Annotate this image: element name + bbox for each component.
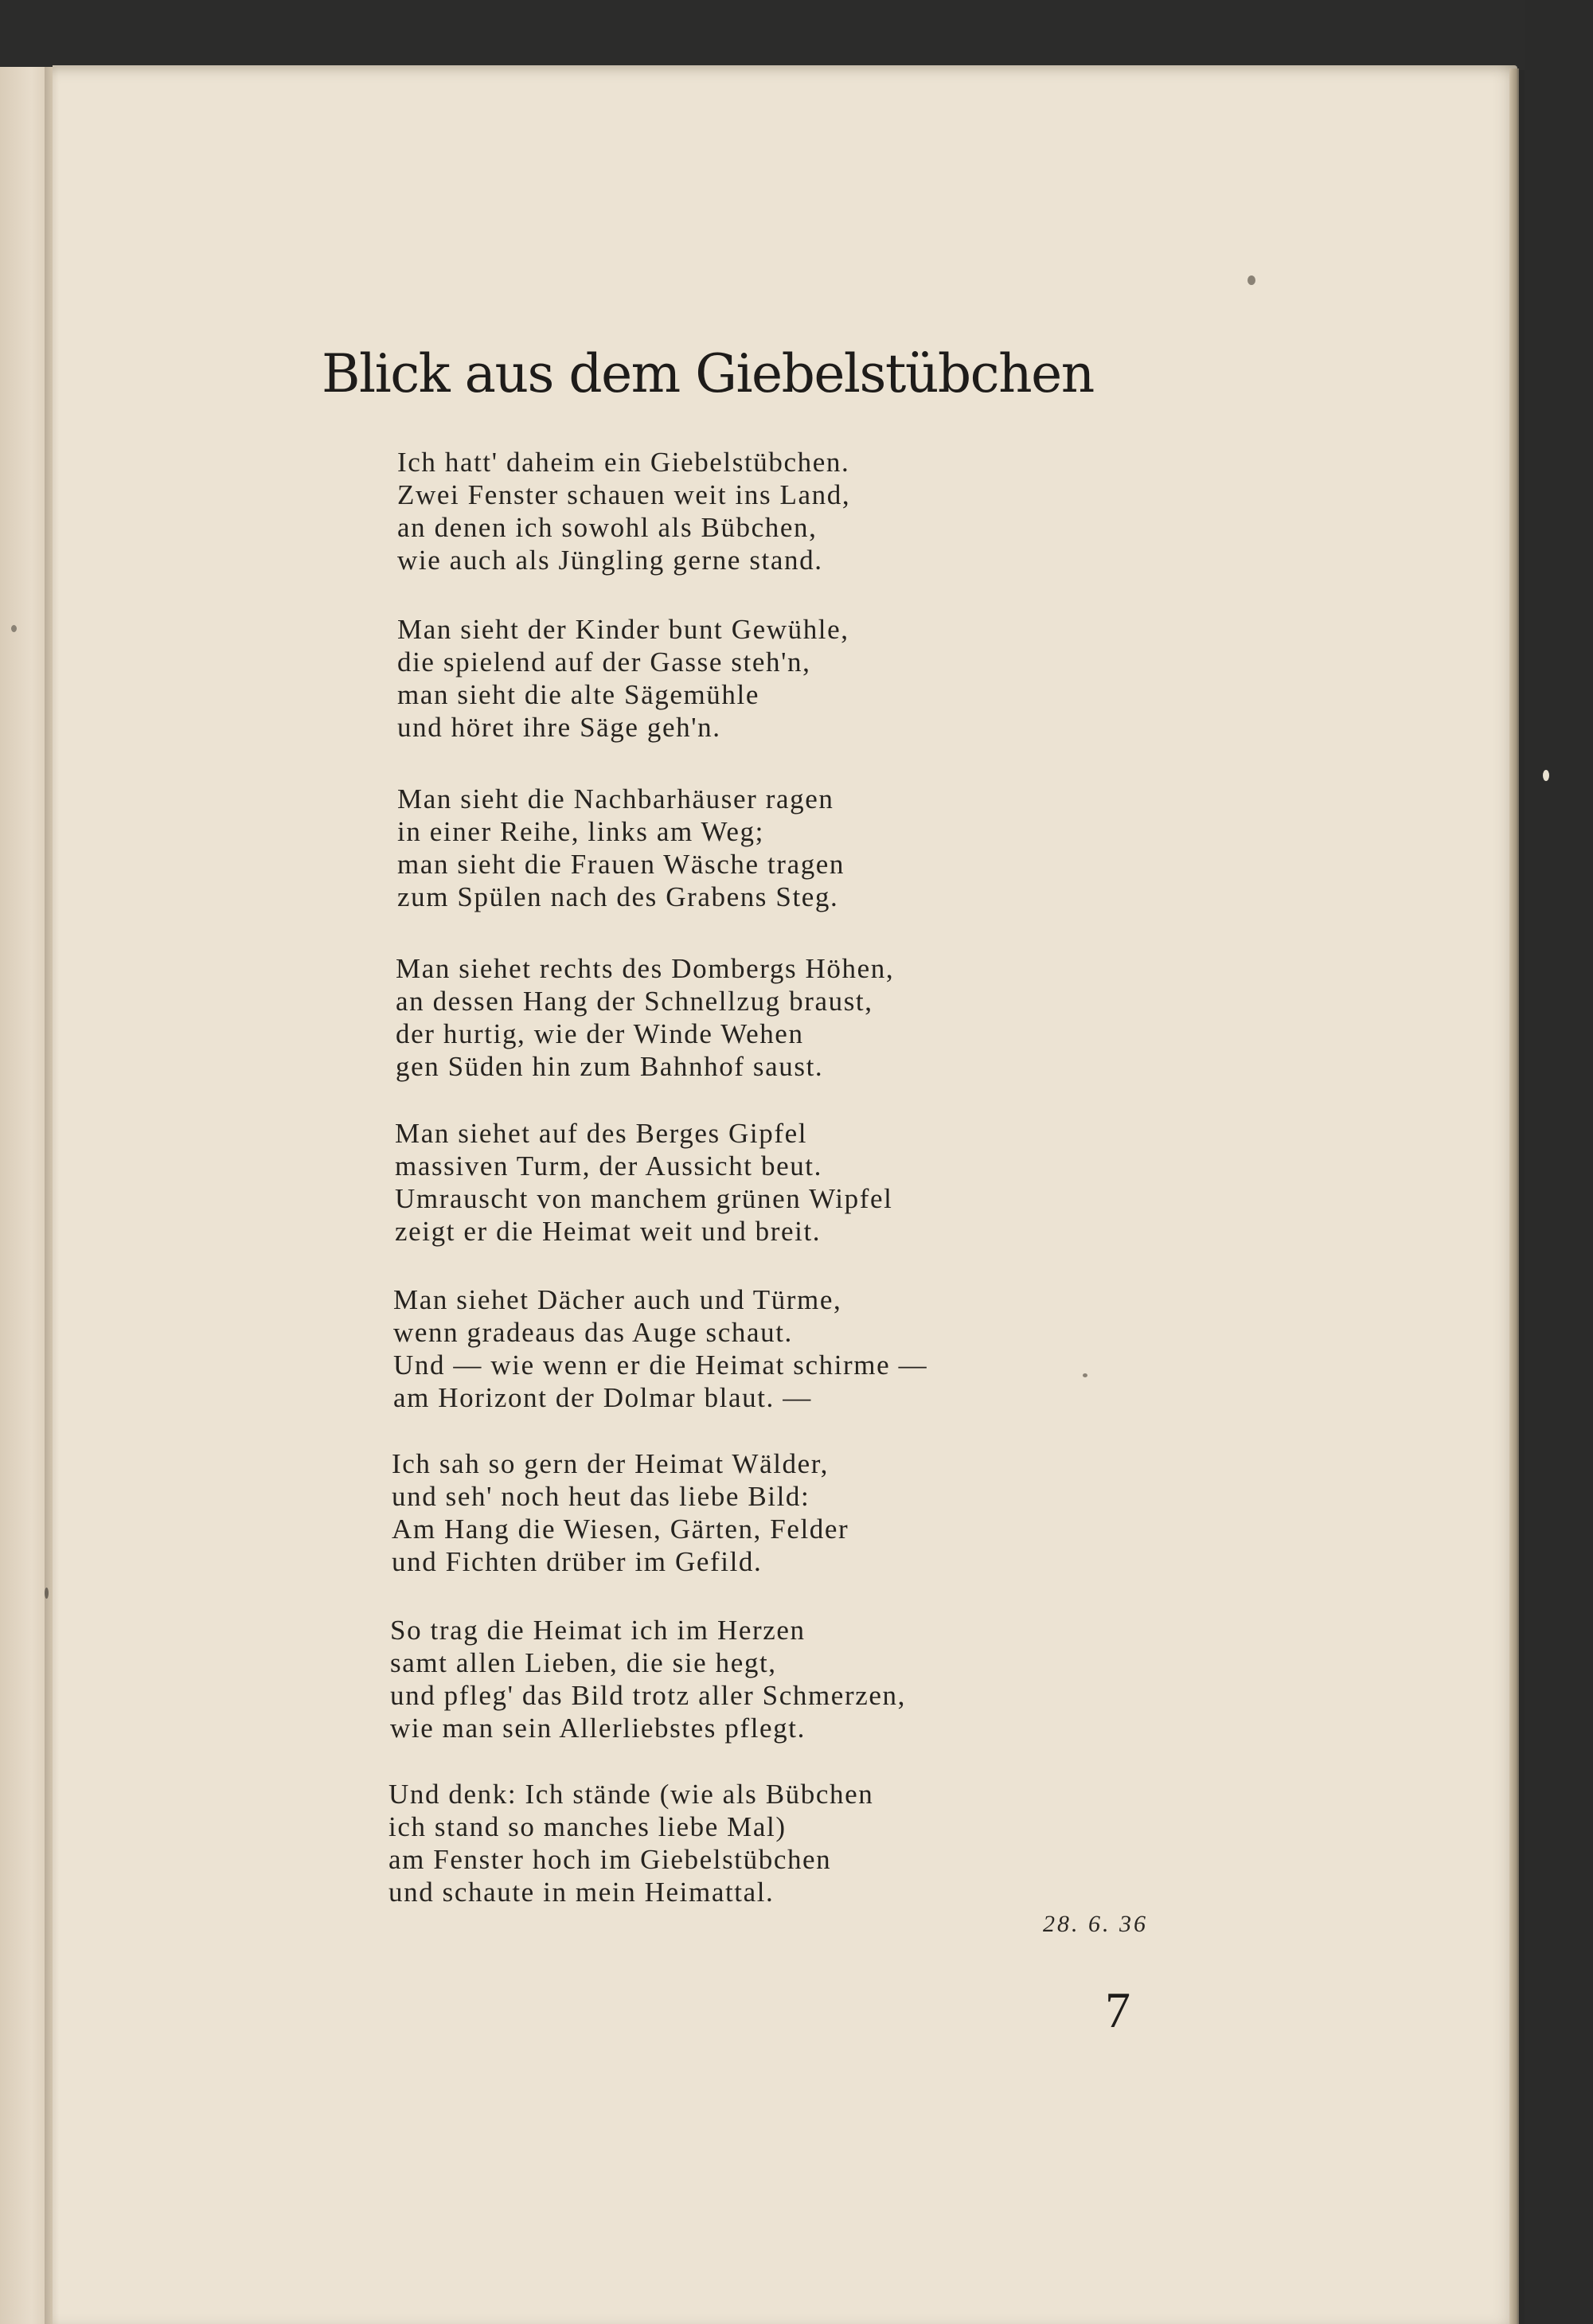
poem-line: und höret ihre Säge geh'n. bbox=[397, 712, 721, 743]
poem-line: wie man sein Allerliebstes pflegt. bbox=[390, 1713, 806, 1744]
poem-line: samt allen Lieben, die sie hegt, bbox=[390, 1647, 777, 1678]
poem-line: Man sieht die Nachbarhäuser ragen bbox=[397, 783, 834, 814]
page-number: 7 bbox=[1105, 1982, 1130, 2038]
poem-line: wie auch als Jüngling gerne stand. bbox=[397, 545, 823, 576]
poem-line: Man siehet rechts des Dombergs Höhen, bbox=[396, 953, 895, 984]
poem-line: und Fichten drüber im Gefild. bbox=[392, 1546, 763, 1577]
poem-line: Man siehet Dächer auch und Türme, bbox=[393, 1284, 842, 1315]
scan-right-edge bbox=[1525, 0, 1593, 2324]
poem-line: Am Hang die Wiesen, Gärten, Felder bbox=[392, 1514, 849, 1545]
stanza-7 bbox=[392, 1447, 849, 1578]
scan-top-edge bbox=[0, 0, 1593, 70]
poem-line: zum Spülen nach des Grabens Steg. bbox=[397, 881, 839, 912]
stanza-8 bbox=[390, 1614, 906, 1744]
poem-line: an denen ich sowohl als Bübchen, bbox=[397, 512, 818, 543]
stanza-2 bbox=[397, 613, 849, 744]
page-fore-edge bbox=[1509, 68, 1519, 2324]
poem-line: Zwei Fenster schauen weit ins Land, bbox=[397, 479, 851, 510]
paper-speck bbox=[1543, 770, 1549, 781]
paper-speck bbox=[1083, 1373, 1087, 1377]
paper-speck bbox=[1247, 275, 1255, 285]
poem-line: die spielend auf der Gasse steh'n, bbox=[397, 646, 811, 678]
stanza-4 bbox=[396, 952, 894, 1083]
stanza-6 bbox=[393, 1283, 927, 1414]
stanza-1 bbox=[397, 446, 850, 576]
poem-line: Umrauscht von manchem grünen Wipfel bbox=[395, 1183, 893, 1214]
poem-line: und seh' noch heut das liebe Bild: bbox=[392, 1481, 810, 1512]
poem-title: Blick aus dem Giebelstübchen bbox=[322, 343, 1094, 404]
paper-speck bbox=[11, 625, 17, 632]
poem-line: Man sieht der Kinder bunt Gewühle, bbox=[397, 614, 849, 645]
poem-line: an dessen Hang der Schnellzug braust, bbox=[396, 986, 873, 1017]
stanza-9 bbox=[388, 1778, 873, 1908]
poem-line: am Horizont der Dolmar blaut. — bbox=[393, 1382, 812, 1413]
poem-line: und pfleg' das Bild trotz aller Schmerzen, bbox=[390, 1680, 906, 1711]
poem-line: Und — wie wenn er die Heimat schirme — bbox=[393, 1349, 928, 1381]
poem-line: gen Süden hin zum Bahnhof saust. bbox=[396, 1051, 824, 1082]
poem-date: 28. 6. 36 bbox=[1043, 1911, 1148, 1937]
poem-line: wenn gradeaus das Auge schaut. bbox=[393, 1317, 793, 1348]
paper-speck bbox=[45, 1588, 49, 1599]
poem-line: man sieht die alte Sägemühle bbox=[397, 679, 759, 710]
stanza-3 bbox=[397, 783, 845, 913]
poem-line: zeigt er die Heimat weit und breit. bbox=[395, 1216, 822, 1247]
poem-line: Man siehet auf des Berges Gipfel bbox=[395, 1118, 808, 1149]
poem-line: und schaute in mein Heimattal. bbox=[388, 1877, 775, 1908]
poem-line: in einer Reihe, links am Weg; bbox=[397, 816, 764, 847]
poem-line: So trag die Heimat ich im Herzen bbox=[390, 1615, 806, 1646]
poem-line: Ich hatt' daheim ein Giebelstübchen. bbox=[397, 447, 850, 478]
poem-line: man sieht die Frauen Wäsche tragen bbox=[397, 849, 845, 880]
poem-line: Ich sah so gern der Heimat Wälder, bbox=[392, 1448, 829, 1479]
poem-line: Und denk: Ich stände (wie als Bübchen bbox=[388, 1779, 874, 1810]
poem-line: massiven Turm, der Aussicht beut. bbox=[395, 1150, 822, 1182]
book-gutter bbox=[45, 67, 59, 2324]
poem-line: am Fenster hoch im Giebelstübchen bbox=[388, 1844, 832, 1875]
poem-line: der hurtig, wie der Winde Wehen bbox=[396, 1018, 804, 1049]
poem-line: ich stand so manches liebe Mal) bbox=[388, 1811, 787, 1842]
stanza-5 bbox=[395, 1117, 892, 1248]
